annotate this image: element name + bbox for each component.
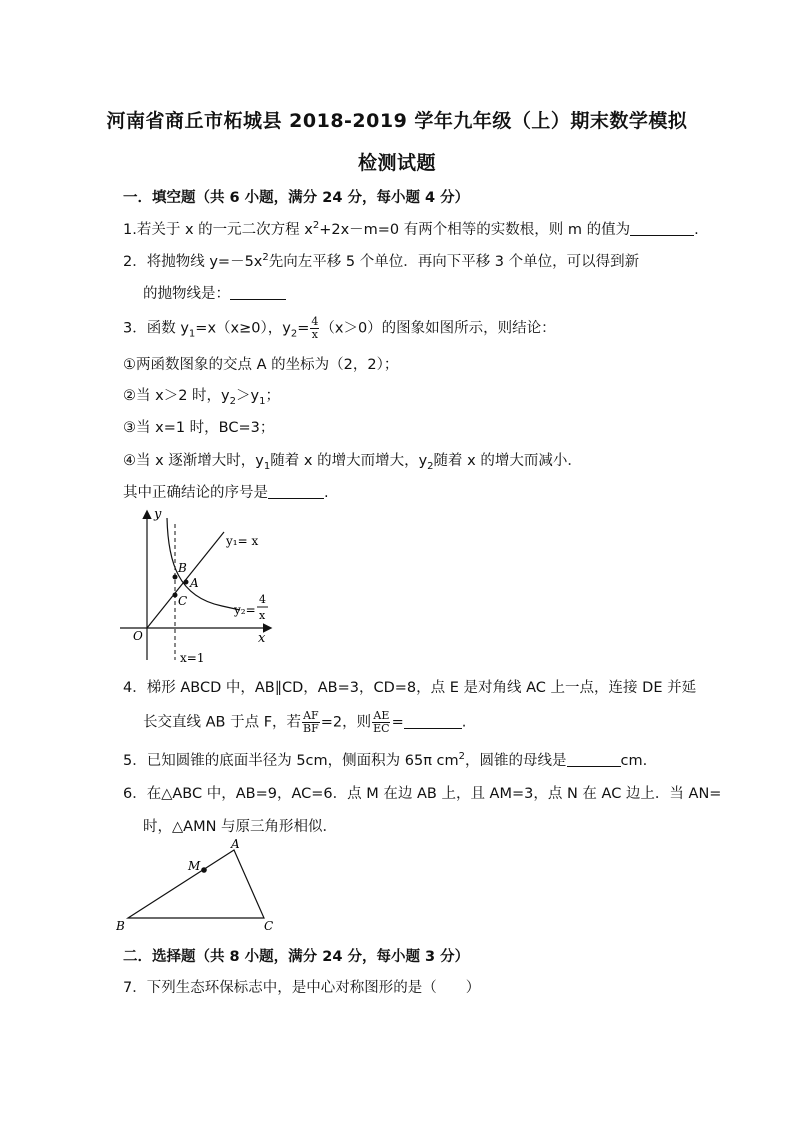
question-2 [123, 250, 639, 271]
q3-frac-num: 4 [311, 315, 319, 328]
section-fill-blank-heading: 一．填空题（共 6 小题，满分 24 分，每小题 4 分） [123, 190, 470, 206]
label-B: B [116, 919, 125, 933]
q3-text-c: = [297, 320, 310, 337]
q3-c4-c: 随着 x 的增大而减小． [433, 453, 582, 469]
q1-text-b: +2x－m=0 有两个相等的实数根，则 m 的值为 [319, 222, 631, 238]
q1-answer-blank [630, 221, 694, 236]
q3-c4-a: ④当 x 逐渐增大时，y [123, 453, 264, 469]
q4-f1-num: AF [303, 709, 319, 722]
q4-fraction-2 [372, 710, 390, 735]
question-3 [123, 316, 556, 341]
x-axis-label: x [258, 631, 266, 646]
q3-conclusion-4 [123, 449, 582, 472]
q1-end: . [694, 222, 699, 238]
question-7: 7．下列生态环保标志中，是中心对称图形的是（ ） [123, 980, 481, 996]
q4-text-a: 长交直线 AB 于点 F，若 [143, 714, 302, 731]
q4-f2-den: EC [373, 722, 390, 735]
q3-c4-sub1: 1 [263, 460, 271, 472]
q5-end: cm. [620, 753, 648, 769]
q1-sup: 2 [312, 220, 320, 232]
q2-text-b: 先向左平移 5 个单位．再向下平移 3 个单位，可以得到新 [268, 254, 640, 270]
question-5 [123, 749, 647, 770]
q3-c2-sub2: 2 [229, 395, 236, 407]
q3-fraction [310, 316, 319, 341]
q1-text-a: 1.若关于 x 的一元二次方程 x [123, 222, 313, 238]
y-axis-label: y [154, 507, 162, 522]
q4-end: . [461, 714, 467, 731]
q5-text-a: 5．已知圆锥的底面半径为 5cm，侧面积为 65π cm [123, 753, 459, 769]
q4-answer-blank [404, 714, 462, 729]
q2-sup: 2 [262, 252, 269, 264]
label-C: C [264, 919, 274, 933]
q3-conclusion-3: ③当 x=1 时，BC=3； [123, 420, 275, 436]
q3-end: . [324, 485, 329, 501]
q4-f1-den: BF [303, 722, 319, 735]
label-y1: y₁= x [226, 534, 259, 548]
q3-text-a: 3．函数 y [123, 320, 189, 337]
question-4: 4．梯形 ABCD 中，AB∥CD，AB=3，CD=8，点 E 是对角线 AC 上一点，连接 DE 并延 [123, 680, 697, 696]
question-4-line2 [143, 710, 466, 735]
q4-fraction-1 [302, 710, 320, 735]
q2-answer-blank [230, 285, 286, 300]
q3-c2-c: ； [265, 388, 280, 404]
q5-sup: 2 [458, 751, 466, 763]
point-B [173, 575, 178, 580]
triangle-figure [116, 838, 286, 934]
q3-ask [123, 481, 329, 502]
label-B: B [178, 561, 187, 575]
q5-text-b: ，圆锥的母线是 [465, 753, 567, 769]
label-M: M [188, 859, 201, 873]
q3-text-b: =x（x≥0），y [195, 320, 291, 337]
doc-title-line2: 检测试题 [357, 152, 436, 174]
q3-frac-den: x [311, 328, 318, 341]
q3-c4-b: 随着 x 的增大而增大，y [270, 453, 428, 469]
section-choice-heading: 二．选择题（共 8 小题，满分 24 分，每小题 3 分） [123, 949, 470, 965]
question-1 [123, 218, 699, 239]
label-y2-den: x [259, 609, 266, 622]
q2-text-line2: 的抛物线是： [143, 286, 230, 302]
function-graph-figure [118, 502, 288, 668]
q3-c4-sub2: 2 [427, 460, 434, 472]
point-C [173, 593, 178, 598]
question-2-line2 [143, 282, 286, 303]
q3-sub2: 2 [290, 328, 298, 340]
question-6-line2: 时，△AMN 与原三角形相似． [143, 819, 338, 835]
label-y2-num: 4 [259, 593, 266, 606]
q3-conclusion-2 [123, 384, 280, 407]
point-A [184, 580, 189, 585]
q3-c2-a: ②当 x＞2 时，y [123, 388, 230, 404]
q3-c2-sub1: 1 [259, 395, 266, 407]
q5-answer-blank [567, 752, 621, 767]
q3-answer-blank [268, 484, 324, 499]
origin-label: O [133, 629, 143, 643]
q4-f2-num: AE [373, 709, 390, 722]
question-6: 6．在△ABC 中，AB=9，AC=6．点 M 在边 AB 上，且 AM=3，点 N 在 AC 边上．当 AN= [123, 786, 722, 802]
label-C: C [178, 594, 188, 608]
label-y2: y₂= [234, 603, 256, 617]
point-M [201, 867, 207, 873]
q3-sub1: 1 [188, 328, 196, 340]
q3-ask-text: 其中正确结论的序号是 [123, 485, 268, 501]
q3-c2-b: ＞y [235, 388, 260, 404]
q4-text-c: = [391, 714, 404, 731]
q4-text-b: =2，则 [320, 714, 372, 731]
doc-title-line1: 河南省商丘市柘城县 2018-2019 学年九年级（上）期末数学模拟 [106, 110, 688, 132]
label-x1: x=1 [180, 651, 205, 665]
label-A: A [231, 838, 240, 851]
q3-conclusion-1: ①两函数图象的交点 A 的坐标为（2，2）； [123, 357, 399, 373]
q3-text-d: （x＞0）的图象如图所示，则结论： [320, 320, 556, 337]
q2-text-a: 2．将抛物线 y=－5x [123, 254, 263, 270]
label-A: A [190, 576, 199, 590]
